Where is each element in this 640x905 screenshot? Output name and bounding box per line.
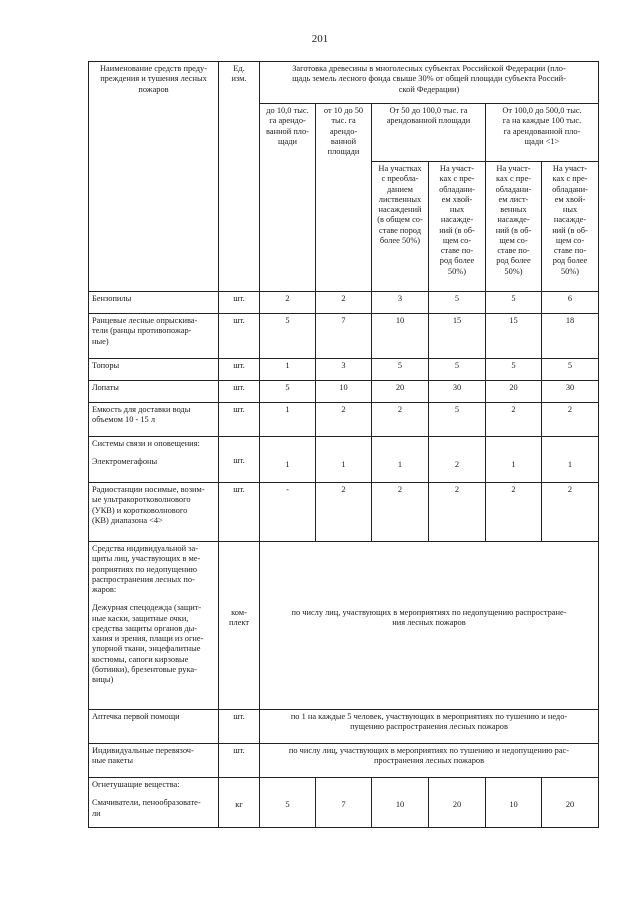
cell: 15 <box>486 314 542 359</box>
cell: 5 <box>429 359 486 381</box>
table-row <box>89 314 599 359</box>
row-unit: шт. <box>219 437 260 483</box>
cell: 2 <box>542 483 599 542</box>
header-unit: Ед. изм. <box>219 62 260 292</box>
cell: - <box>260 483 316 542</box>
cell: 1 <box>260 359 316 381</box>
row-name <box>89 778 219 828</box>
cell: 1 <box>316 437 372 483</box>
page-number: 201 <box>311 33 329 45</box>
cell: 5 <box>260 381 316 403</box>
cell: 2 <box>372 403 429 437</box>
subheader-coniferous: На участ- ках с пре- обладани- ем хвой- ных насажде- ний (в об- щем со- ставе по- род более 50%) <box>429 162 486 292</box>
table-row <box>89 778 599 828</box>
megaphone-label: Электромегафоны <box>92 457 158 467</box>
row-unit: шт. <box>219 314 260 359</box>
table-row <box>89 744 599 778</box>
cell: 20 <box>542 778 599 828</box>
row-name: Топоры <box>89 359 219 381</box>
header-col-b: от 10 до 50 тыс. га арендо- ванной площади <box>316 104 372 292</box>
row-unit: шт. <box>219 710 260 744</box>
header-name: Наименование средств преду- преждения и тушения лесных пожаров <box>89 62 219 292</box>
cell: 7 <box>316 778 372 828</box>
row-name <box>89 437 219 483</box>
cell: 5 <box>486 292 542 314</box>
row-unit: шт. <box>219 292 260 314</box>
cell: 5 <box>429 292 486 314</box>
cell: 5 <box>260 778 316 828</box>
cell: 2 <box>429 483 486 542</box>
fire-equipment-table <box>88 61 599 828</box>
row-name: Бензопилы <box>89 292 219 314</box>
row-unit: шт. <box>219 359 260 381</box>
cell: 3 <box>316 359 372 381</box>
cell: 6 <box>542 292 599 314</box>
cell: 1 <box>542 437 599 483</box>
row-unit: шт. <box>219 744 260 778</box>
cell: 1 <box>372 437 429 483</box>
subheader-deciduous-2: На участ- ках с пре- обладани- ем лист- венных насажде- ний (в об- щем со- ставе по- род более 50%) <box>486 162 542 292</box>
row-name: Ранцевые лесные опрыскива- тели (ранцы противопожар- ные) <box>89 314 219 359</box>
cell: 2 <box>260 292 316 314</box>
cell: 18 <box>542 314 599 359</box>
merged-value: по 1 на каждые 5 человек, участвующих в мероприятиях по тушению и недо- пущению распространения лесных пожаров <box>260 710 599 744</box>
table-row <box>89 437 599 483</box>
table-row <box>89 292 599 314</box>
cell: 1 <box>486 437 542 483</box>
protection-item: Дежурная спецодежда (защит- ные каски, защитные очки, средства защиты органов ды- хания и зрения, плащи из огне- упорной ткани, энцефалитные костюмы, сапоги кирзовые (ботинки), брезентовые рука- вицы) <box>92 603 204 684</box>
table-row <box>89 359 599 381</box>
header-col-d: От 100,0 до 500,0 тыс. га на каждые 100 тыс. га арендованной пло- щади <1> <box>486 104 599 162</box>
cell: 2 <box>316 483 372 542</box>
header-col-c: От 50 до 100,0 тыс. га арендованной площади <box>372 104 486 162</box>
cell: 10 <box>486 778 542 828</box>
cell: 2 <box>429 437 486 483</box>
row-unit: шт. <box>219 403 260 437</box>
header-group: Заготовка древесины в многолесных субъектах Российской Федерации (пло- щадь земель лесного фонда свыше 30% от общей площади субъекта Россий- ской Федерации) <box>260 62 599 104</box>
cell: 30 <box>542 381 599 403</box>
table-row <box>89 381 599 403</box>
cell: 5 <box>429 403 486 437</box>
row-name: Емкость для доставки воды объемом 10 - 15 л <box>89 403 219 437</box>
cell: 5 <box>372 359 429 381</box>
cell: 2 <box>542 403 599 437</box>
cell: 2 <box>486 483 542 542</box>
wetting-label: Смачиватели, пенообразовате- ли <box>92 798 201 818</box>
row-unit: ком- плект <box>219 542 260 710</box>
header-col-a: до 10,0 тыс. га арендо- ванной пло- щади <box>260 104 316 292</box>
merged-value: по числу лиц, участвующих в мероприятиях по недопущению распростране- ния лесных пожаров <box>260 542 599 710</box>
cell: 20 <box>429 778 486 828</box>
row-name: Индивидуальные перевязоч- ные пакеты <box>89 744 219 778</box>
row-unit: кг <box>219 778 260 828</box>
cell: 5 <box>542 359 599 381</box>
cell: 15 <box>429 314 486 359</box>
cell: 10 <box>316 381 372 403</box>
cell: 1 <box>260 437 316 483</box>
subheader-coniferous-2: На участ- ках с пре- обладани- ем хвой- ных насажде- ний (в об- щем со- ставе по- род более 50%) <box>542 162 599 292</box>
row-unit: шт. <box>219 483 260 542</box>
row-name <box>89 542 219 710</box>
group-label-comms: Системы связи и оповещения: <box>92 439 200 448</box>
merged-value: по числу лиц, участвующих в мероприятиях по тушению и недопущению рас- пространения лесных пожаров <box>260 744 599 778</box>
row-name: Аптечка первой помощи <box>89 710 219 744</box>
cell: 5 <box>260 314 316 359</box>
cell: 3 <box>372 292 429 314</box>
cell: 20 <box>372 381 429 403</box>
cell: 2 <box>316 403 372 437</box>
row-name: Лопаты <box>89 381 219 403</box>
cell: 10 <box>372 314 429 359</box>
cell: 7 <box>316 314 372 359</box>
table-row <box>89 483 599 542</box>
group-label-extinguish: Огнетушащие вещества: <box>92 780 180 789</box>
cell: 5 <box>486 359 542 381</box>
table-row <box>89 403 599 437</box>
row-unit: шт. <box>219 381 260 403</box>
row-name: Радиостанции носимые, возим- ые ультракоротковолнового (УКВ) и коротковолнового (КВ) диапазона <4> <box>89 483 219 542</box>
group-label-protection: Средства индивидуальной за- щиты лиц, участвующих в ме- роприятиях по недопущению распространения лесных по- жаров: <box>92 544 201 594</box>
subheader-deciduous: На участках с преобла- данием лиственных насаждений (в общем со- ставе пород более 50%) <box>372 162 429 292</box>
cell: 2 <box>372 483 429 542</box>
table-row <box>89 710 599 744</box>
cell: 2 <box>316 292 372 314</box>
cell: 30 <box>429 381 486 403</box>
cell: 10 <box>372 778 429 828</box>
cell: 20 <box>486 381 542 403</box>
cell: 2 <box>486 403 542 437</box>
cell: 1 <box>260 403 316 437</box>
table-row <box>89 542 599 710</box>
